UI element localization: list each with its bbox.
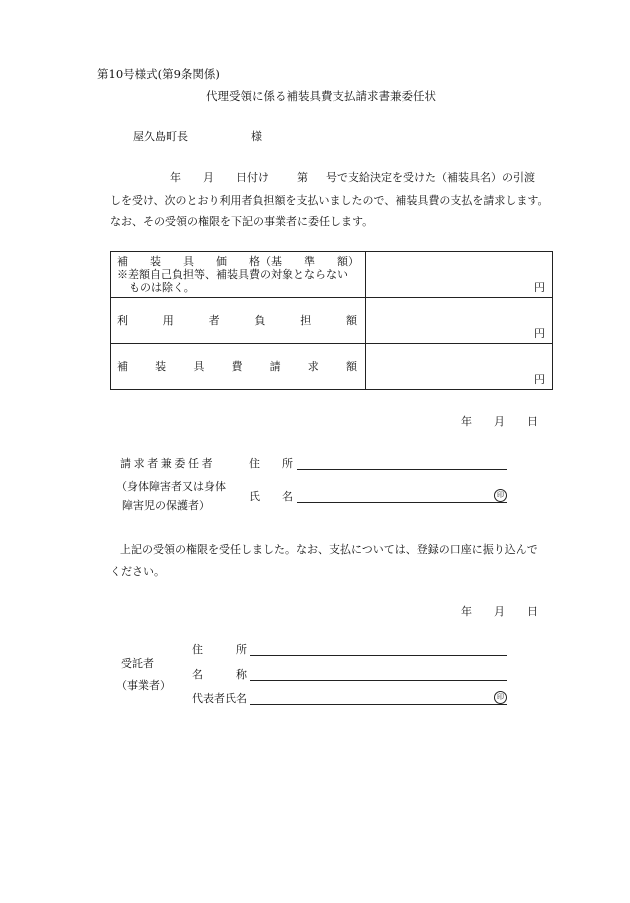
agent-label-2: （事業者） <box>116 679 171 692</box>
addressee <box>133 130 262 143</box>
date-day: 日 <box>527 605 538 618</box>
table-label-char: 装 <box>155 360 167 373</box>
body-line-2: しを受け、次のとおり利用者負担額を支払いましたので、補装具費の支払を請求します。 <box>110 194 549 207</box>
table-label-char: 格（基 <box>249 255 282 268</box>
claim-amount-value[interactable] <box>366 344 553 390</box>
table-label-char: 利 <box>117 314 128 327</box>
form-number: 第10号様式(第9条関係) <box>97 67 220 81</box>
requester-note-2: 障害児の保護者） <box>122 499 210 512</box>
table-label-char: 価 <box>216 255 227 268</box>
body-dated: 日付け <box>236 171 269 184</box>
user-burden-value[interactable] <box>366 298 553 344</box>
table-label-char: 準 <box>304 255 315 268</box>
request-date <box>461 416 538 427</box>
table-label-char: 補 <box>117 360 128 373</box>
date-year: 年 <box>461 415 472 428</box>
body-line1-rest: 号で支給決定を受けた（補装具名）の引渡 <box>326 171 535 184</box>
date-year: 年 <box>461 605 472 618</box>
claim-amount-title <box>117 361 357 372</box>
body-month: 月 <box>203 171 214 184</box>
agent-company-field[interactable] <box>250 680 507 681</box>
seal-icon: 印 <box>494 691 507 704</box>
date-month: 月 <box>494 605 505 618</box>
requester-name-label: 氏 名 <box>249 490 293 503</box>
table-label-char: 請 <box>269 360 281 373</box>
table-label-char: 補 <box>117 255 128 268</box>
addressee-honorific: 様 <box>251 130 262 143</box>
acceptance-line-1: 上記の受領の権限を受任しました。なお、支払については、登録の口座に振り込んで <box>120 543 538 556</box>
requester-address-field[interactable] <box>297 469 507 470</box>
cost-table <box>110 251 553 390</box>
body-year: 年 <box>170 171 181 184</box>
addressee-name: 屋久島町長 <box>133 130 188 143</box>
requester-address-label: 住 所 <box>249 457 293 470</box>
table-label-char: 額） <box>337 255 359 268</box>
device-price-value[interactable] <box>366 252 553 298</box>
body-no-prefix: 第 <box>297 171 308 184</box>
document-title: 代理受領に係る補装具費支払請求書兼委任状 <box>206 89 436 103</box>
agent-company-label: 名 称 <box>192 668 247 681</box>
yen-unit: 円 <box>534 373 545 386</box>
date-month: 月 <box>494 415 505 428</box>
agent-representative-label: 代表者氏名 <box>192 692 247 705</box>
agent-representative-field[interactable] <box>250 704 507 705</box>
agent-label-1: 受託者 <box>121 657 154 670</box>
device-price-label <box>111 252 366 298</box>
user-burden-title <box>117 315 357 326</box>
table-label-char: 用 <box>162 314 174 327</box>
requester-label: 請求者兼委任者 <box>120 457 216 470</box>
table-label-char: 装 <box>150 255 161 268</box>
table-label-char: 具 <box>183 255 194 268</box>
body-line-3: なお、その受領の権限を下記の事業者に委任します。 <box>110 215 374 228</box>
table-label-char: 具 <box>193 360 205 373</box>
yen-unit: 円 <box>534 281 545 294</box>
agent-address-label: 住 所 <box>192 643 247 656</box>
table-label-char: 負 <box>254 314 266 327</box>
device-price-note-1: ※差額自己負担等、補装具費の対象とならない <box>117 268 348 281</box>
agent-address-field[interactable] <box>250 655 507 656</box>
table-row <box>111 344 553 390</box>
yen-unit: 円 <box>534 327 545 340</box>
date-day: 日 <box>527 415 538 428</box>
requester-note-1: （身体障害者又は身体 <box>116 480 226 493</box>
acceptance-line-2: ください。 <box>110 565 165 578</box>
body-line-1 <box>110 172 535 183</box>
table-label-char: 担 <box>300 314 312 327</box>
table-label-char: 求 <box>307 360 319 373</box>
claim-amount-label <box>111 344 366 390</box>
acceptance-date <box>461 606 538 617</box>
table-label-char: 費 <box>231 360 243 373</box>
table-row <box>111 298 553 344</box>
seal-icon: 印 <box>494 489 507 502</box>
device-price-note-2: ものは除く。 <box>129 281 195 294</box>
table-row <box>111 252 553 298</box>
user-burden-label <box>111 298 366 344</box>
table-label-char: 者 <box>208 314 220 327</box>
device-price-title <box>117 256 359 267</box>
requester-name-field[interactable] <box>297 502 507 503</box>
table-label-char: 額 <box>345 360 357 373</box>
table-label-char: 額 <box>345 314 357 327</box>
